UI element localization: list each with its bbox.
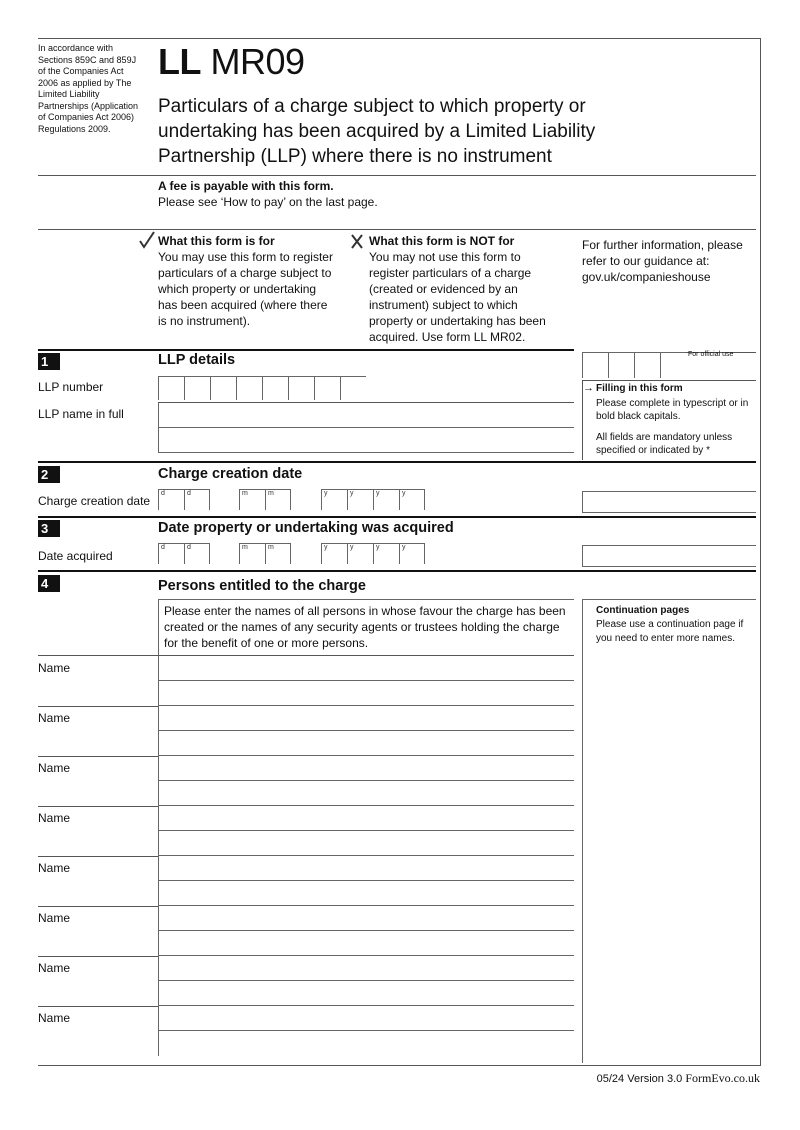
mandatory-text: All fields are mandatory unless specified or indicated by *: [596, 432, 733, 456]
check-icon: [139, 231, 155, 249]
name-input[interactable]: [159, 881, 582, 905]
date-letter: y: [376, 544, 380, 551]
form-title: Particulars of a charge subject to which property or undertaking has been acquired by a Limited Liability Partnership (LLP) where there is no instrument: [158, 96, 596, 167]
name-input[interactable]: [159, 781, 582, 805]
filling-title: Filling in this form: [596, 383, 683, 394]
date-letter: d: [161, 490, 165, 497]
name-field-7a[interactable]: [158, 956, 574, 981]
name-field-6a[interactable]: [158, 906, 574, 931]
name-input[interactable]: [159, 1031, 582, 1056]
date-letter: d: [187, 490, 191, 497]
date-letter: m: [268, 544, 274, 551]
date-acquired-label: Date acquired: [38, 549, 113, 563]
llp-name-line-2[interactable]: [158, 428, 574, 453]
is-for-text: You may use this form to register particulars of a charge subject to which property or undertaking has been acquired (where there is no instrument).: [158, 250, 333, 328]
cross-icon: [350, 234, 364, 249]
date-letter: y: [402, 544, 406, 551]
llp-name-line-1[interactable]: [158, 403, 574, 428]
name-field-5a[interactable]: [158, 856, 574, 881]
date-letter: y: [324, 490, 328, 497]
name-label: Name: [38, 911, 71, 925]
arrow-right-icon: →: [583, 382, 594, 394]
section-2-title: Charge creation date: [158, 466, 303, 482]
name-input[interactable]: [159, 1006, 582, 1030]
instructions-box: [158, 599, 574, 655]
form-code: [158, 40, 305, 84]
section-3-number: 3: [38, 520, 60, 537]
date-letter: m: [242, 490, 248, 497]
footer-version: 05/24 Version 3.0: [596, 1073, 683, 1085]
name-field-8b[interactable]: [158, 1031, 574, 1056]
footer: [597, 1071, 760, 1086]
is-for-title: What this form is for: [158, 234, 275, 248]
name-input[interactable]: [159, 856, 582, 880]
name-input[interactable]: [159, 806, 582, 830]
section-4-number: 4: [38, 575, 60, 592]
date-letter: m: [242, 544, 248, 551]
not-for-title: What this form is NOT for: [369, 234, 515, 248]
name-field-1b[interactable]: [158, 681, 574, 706]
form-code-number: MR09: [210, 41, 305, 82]
name-field-5b[interactable]: [158, 881, 574, 906]
sidebar-box-3: [582, 545, 756, 567]
name-input[interactable]: [159, 981, 582, 1005]
name-field-4a[interactable]: [158, 806, 574, 831]
official-use-label: For official use: [688, 351, 734, 358]
llp-name-label: LLP name in full: [38, 407, 124, 421]
continuation-title: Continuation pages: [596, 605, 690, 616]
section-2-number: 2: [38, 466, 60, 483]
date-letter: y: [402, 490, 406, 497]
name-field-2a[interactable]: [158, 706, 574, 731]
section-1-number: 1: [38, 353, 60, 370]
name-label: Name: [38, 661, 71, 675]
continuation-text: Please use a continuation page if you need to enter more names.: [596, 619, 744, 644]
date-letter: y: [376, 490, 380, 497]
name-input[interactable]: [159, 906, 582, 930]
date-letter: y: [350, 490, 354, 497]
name-input[interactable]: [159, 931, 582, 955]
llp-number-label: LLP number: [38, 380, 104, 394]
guidance-text: For further information, please refer to our guidance at: gov.uk/companieshouse: [582, 238, 743, 284]
name-field-6b[interactable]: [158, 931, 574, 956]
name-field-3b[interactable]: [158, 781, 574, 806]
name-field-1a[interactable]: [158, 656, 574, 681]
date-letter: m: [268, 490, 274, 497]
name-input[interactable]: [159, 756, 582, 780]
sidebar-box-2: [582, 491, 756, 513]
llp-name-input-1[interactable]: [159, 403, 582, 427]
name-label: Name: [38, 961, 71, 975]
date-letter: d: [161, 544, 165, 551]
charge-creation-date-label: Charge creation date: [38, 494, 151, 508]
filling-text: Please complete in typescript or in bold black capitals.: [596, 398, 749, 422]
name-field-2b[interactable]: [158, 731, 574, 756]
llp-number-input[interactable]: [158, 376, 365, 400]
continuation-box: [582, 599, 756, 1063]
name-field-7b[interactable]: [158, 981, 574, 1006]
name-label: Name: [38, 711, 71, 725]
name-field-3a[interactable]: [158, 756, 574, 781]
name-label: Name: [38, 1011, 71, 1025]
date-acquired-input[interactable]: [158, 543, 428, 565]
fee-note: Please see ‘How to pay’ on the last page.: [158, 195, 378, 209]
name-label: Name: [38, 811, 71, 825]
legal-note: In accordance with Sections 859C and 859J of the Companies Act 2006 as applied by The Limited Liability Partnerships (Application of Companies Act 2006) Regulations 2009.: [38, 43, 139, 134]
name-input[interactable]: [159, 831, 582, 855]
name-input[interactable]: [159, 681, 582, 705]
name-input[interactable]: [159, 731, 582, 755]
fee-notice: A fee is payable with this form.: [158, 179, 334, 193]
instructions-text: Please enter the names of all persons in whose favour the charge has been created or the names of any security agents or trustees holding the charge for the benefit of one or more persons.: [164, 604, 566, 650]
llp-name-input-2[interactable]: [159, 428, 582, 452]
name-input[interactable]: [159, 656, 582, 680]
not-for-text: You may not use this form to register particulars of a charge (created or evidenced by an instrument) subject to which property or undertaking has been acquired. Use form LL MR02.: [369, 250, 546, 344]
name-input[interactable]: [159, 706, 582, 730]
charge-creation-date-input[interactable]: [158, 489, 428, 511]
name-input[interactable]: [159, 956, 582, 980]
name-field-4b[interactable]: [158, 831, 574, 856]
form-code-prefix: LL: [158, 41, 201, 82]
date-letter: y: [350, 544, 354, 551]
date-letter: d: [187, 544, 191, 551]
date-letter: y: [324, 544, 328, 551]
name-field-8a[interactable]: [158, 1006, 574, 1031]
section-1-title: LLP details: [158, 352, 236, 368]
name-label: Name: [38, 761, 71, 775]
name-label: Name: [38, 861, 71, 875]
section-4-title: Persons entitled to the charge: [158, 578, 366, 594]
section-3-title: Date property or undertaking was acquired: [158, 520, 454, 536]
footer-brand: FormEvo.co.uk: [685, 1071, 760, 1085]
